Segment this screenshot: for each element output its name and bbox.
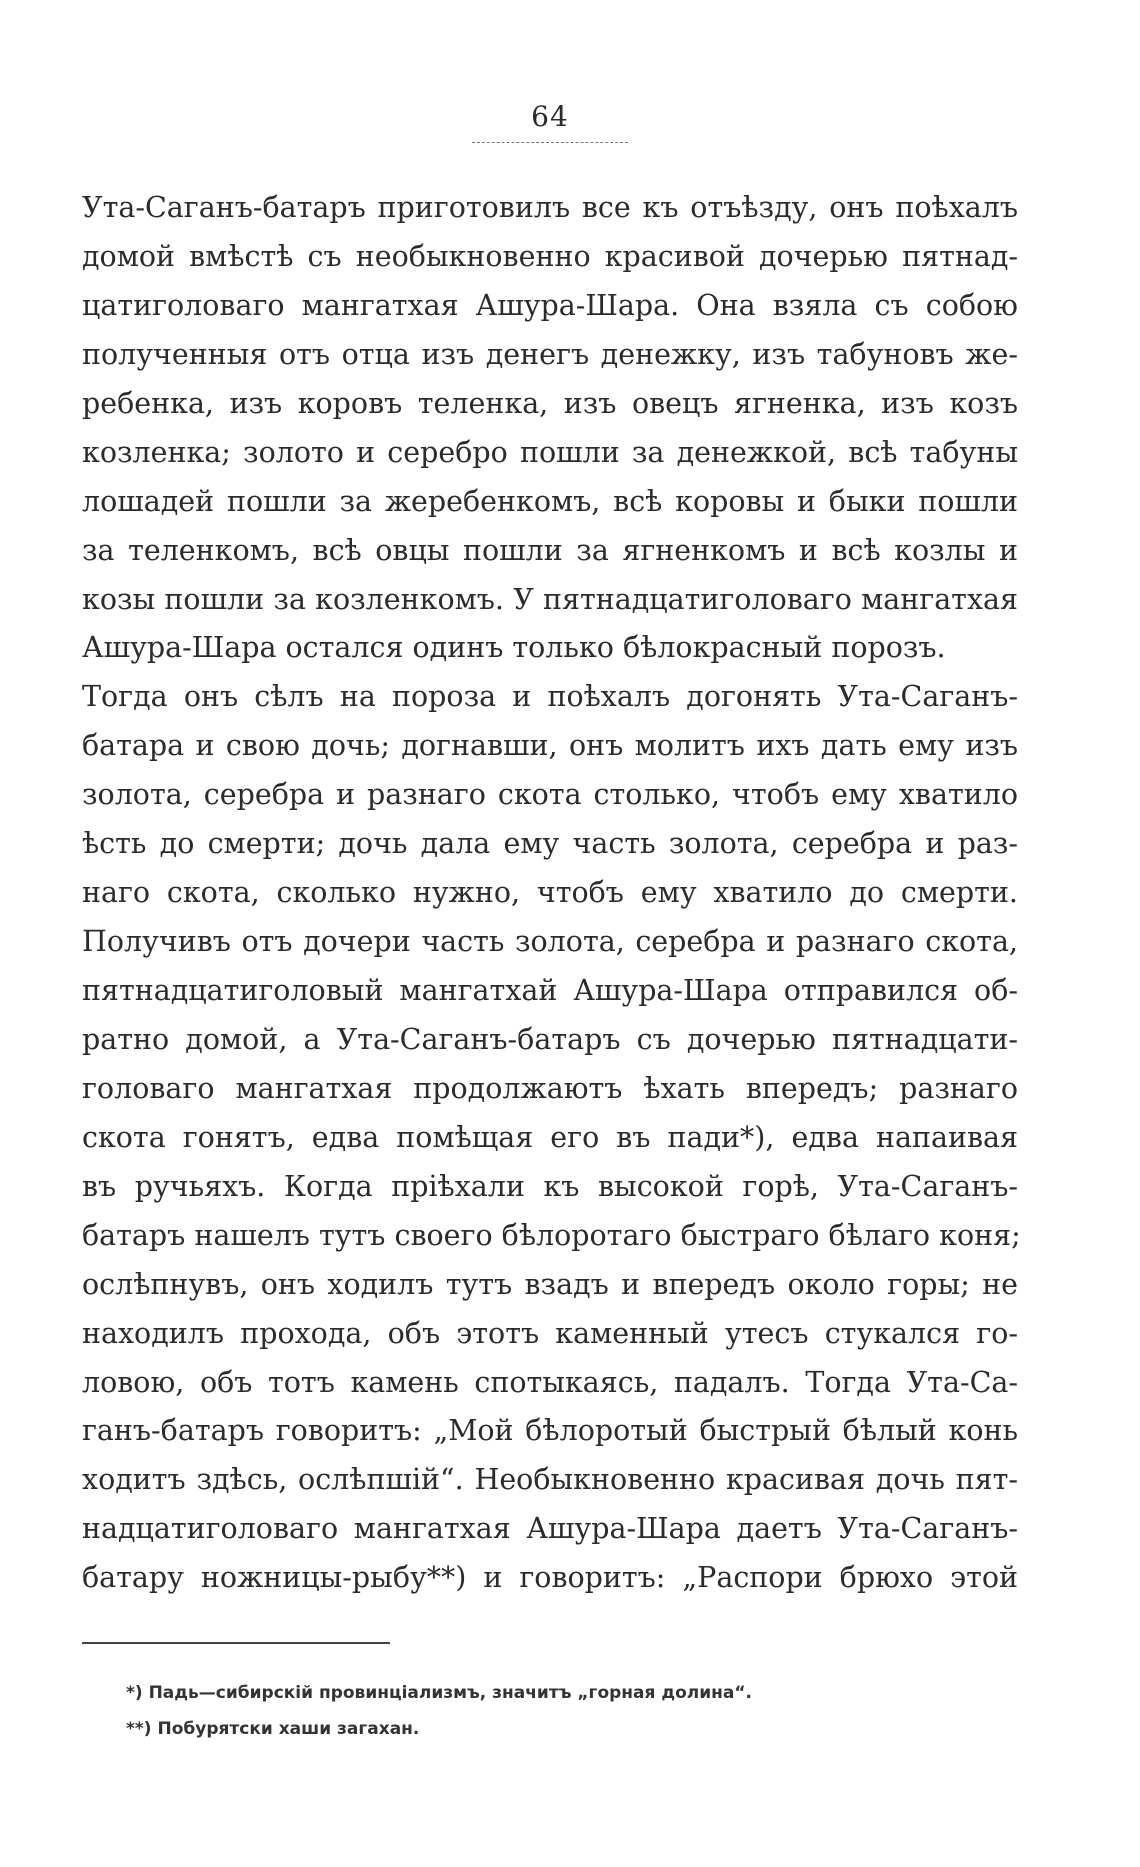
- footnote-divider: [82, 1642, 390, 1644]
- text-line: ослѣпнувъ, онъ ходилъ тутъ взадъ и впередъ около горы; не: [82, 1267, 1018, 1301]
- body-text: [82, 184, 1021, 1603]
- footnotes: [126, 1675, 986, 1747]
- text-line: ганъ-батаръ говоритъ: „Мой бѣлоротый быстрый бѣлый конь: [82, 1414, 1018, 1448]
- page-number-rule: [472, 142, 628, 143]
- text-line: скота гонятъ, едва помѣщая его въ пади*), едва напаивая: [82, 1120, 1018, 1154]
- text-line: головаго мангатхая продолжаютъ ѣхать впередъ; разнаго: [82, 1071, 1018, 1105]
- text-line: за теленкомъ, всѣ овцы пошли за ягненкомъ и всѣ козлы и: [82, 533, 1018, 567]
- text-line: полученныя отъ отца изъ денегъ денежку, изъ табуновъ же-: [82, 337, 1018, 371]
- text-line: батаръ нашелъ тутъ своего бѣлоротаго быстраго бѣлаго коня;: [82, 1218, 1021, 1252]
- text-line: цатиголоваго мангатхая Ашура-Шара. Она взяла съ собою: [82, 288, 1018, 322]
- text-line: Ута-Саганъ-батаръ приготовилъ все къ отъѣзду, онъ поѣхалъ: [82, 191, 1018, 224]
- text-line: въ ручьяхъ. Когда пріѣхали къ высокой горѣ, Ута-Саганъ-: [82, 1169, 1018, 1203]
- footnote: *) Падь—сибирскій провинціализмъ, значитъ „горная долина“.: [126, 1683, 752, 1703]
- text-line: золота, серебра и разнаго скота столько, чтобъ ему хватило: [82, 778, 1018, 812]
- page-number: 64: [531, 100, 569, 133]
- text-line: батара и свою дочь; догнавши, онъ молитъ ихъ дать ему изъ: [82, 729, 1018, 763]
- footnote: **) Побурятски хаши загахан.: [126, 1719, 420, 1739]
- text-line: ратно домой, а Ута-Саганъ-батаръ съ дочерью пятнадцати-: [82, 1022, 1018, 1056]
- text-line: батару ножницы-рыбу**) и говоритъ: „Распори брюхо этой: [82, 1561, 1018, 1595]
- text-line: лошадей пошли за жеребенкомъ, всѣ коровы и быки пошли: [82, 484, 1018, 518]
- text-line: находилъ прохода, объ этотъ каменный утесъ стукался го-: [82, 1316, 1018, 1350]
- text-line: Тогда онъ сѣлъ на пороза и поѣхалъ догонять Ута-Саганъ-: [82, 680, 1018, 714]
- text-line: Получивъ отъ дочери часть золота, серебра и разнаго скота,: [82, 925, 1018, 959]
- text-line: пятнадцатиголовый мангатхай Ашура-Шара отправился об-: [82, 974, 1018, 1007]
- text-line: ѣсть до смерти; дочь дала ему часть золота, серебра и раз-: [82, 827, 1018, 861]
- text-line: ловою, объ тотъ камень спотыкаясь, падалъ. Тогда Ута-Са-: [82, 1365, 1018, 1399]
- text-line: ребенка, изъ коровъ теленка, изъ овецъ ягненка, изъ козъ: [82, 386, 1018, 420]
- text-line: козленка; золото и серебро пошли за денежкой, всѣ табуны: [82, 435, 1018, 469]
- text-line: ходитъ здѣсь, ослѣпшій“. Необыкновенно красивая дочь пят-: [82, 1463, 1018, 1497]
- text-line: надцатиголоваго мангатхая Ашура-Шара даетъ Ута-Саганъ-: [82, 1512, 1018, 1546]
- text-line: Ашура-Шара остался одинъ только бѣлокрасный порозъ.: [82, 631, 946, 665]
- text-line: козы пошли за козленкомъ. У пятнадцатиголоваго мангатхая: [82, 582, 1018, 616]
- text-line: домой вмѣстѣ съ необыкновенно красивой дочерью пятнад-: [82, 239, 1018, 273]
- text-line: наго скота, сколько нужно, чтобъ ему хватило до смерти.: [82, 876, 1018, 910]
